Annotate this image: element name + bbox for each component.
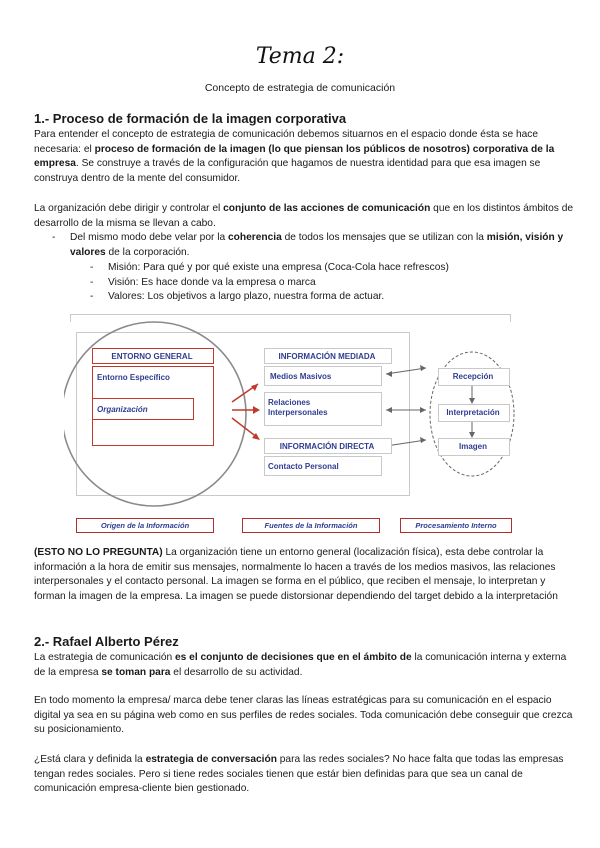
section-1-paragraph-2 (34, 202, 574, 231)
section-2-paragraph-2: En todo momento la empresa/ marca debe tener claras las líneas estratégicas para su comunicación en el espacio digital ya sea en su página web como en sus perfiles de redes sociales. Toda comunicación debe conseguir que crezca su posicionamiento. (34, 695, 573, 736)
text-run: para las redes sociales? No hace falta que todas las empresas tengan redes sociales. Pero si tiene redes sociales tienen que estár bien definidas para que sea un canal de comunicación empresa-cliente bien gestionado. (34, 754, 564, 795)
sub-item-text: Valores: Los objetivos a largo plazo, nuestra forma de actuar. (108, 291, 385, 302)
page-title: Tema 2: (255, 44, 345, 69)
image-formation-diagram (64, 310, 516, 546)
bold-run: conjunto de las acciones de comunicación (223, 203, 431, 214)
page-subtitle: Concepto de estrategia de comunicación (204, 82, 396, 94)
arrowhead (420, 407, 426, 413)
info-directa-label: INFORMACIÓN DIRECTA (279, 442, 375, 451)
text-run: La estrategia de comunicación (34, 652, 176, 663)
bullet-dash: - (52, 232, 56, 243)
entorno-especifico-label: Entorno Específico (97, 373, 170, 382)
footer-procesamiento: Procesamiento Interno (400, 518, 512, 533)
text-run: La organización tiene un entorno general (localización física), esta debe controlar la información a la hora de emitir sus mensajes, normalmente lo hacen a través de los medios masivos, las relaciones interpersonales y el contacto personal. La imagen se forma en el público, que reciben el mensaje, lo interpretan y forman la imagen de la empresa. La imagen se puede distorsionar dependiendo del target debido a la interpretación (34, 547, 558, 602)
bold-run: proceso de formación de la imagen (lo que piensan los públicos de nosotros) corporativa de la empresa (34, 143, 555, 170)
arrowhead (420, 437, 426, 443)
bold-run: (ESTO NO LO PREGUNTA) (34, 547, 163, 558)
bold-run: estrategia de conversación (145, 754, 277, 765)
section-2-heading: 2.- Rafael Alberto Pérez (34, 634, 179, 649)
section-1-heading: 1.- Proceso de formación de la imagen corporativa (34, 111, 347, 126)
note-paragraph (34, 546, 574, 604)
arrowhead (386, 407, 392, 413)
text-run: Para entender el concepto de estrategia de comunicación debemos situarnos en el espacio donde ésta se hace necesaria: el (34, 129, 539, 155)
relaciones-label: Relaciones Interpersonales (268, 398, 328, 417)
bold-run: misión, visión y valores (70, 232, 564, 258)
section-2-paragraph-3 (34, 753, 574, 797)
arrowhead (420, 365, 426, 371)
sub-item-vision (90, 276, 316, 291)
text-run: . Se construye a través de la configuración que hagamos de nuestra identidad para que esa imagen se construya dentro de la mente del consumidor. (34, 158, 541, 184)
medios-masivos-label: Medios Masivos (270, 372, 332, 381)
info-mediada-label: INFORMACIÓN MEDIADA (278, 352, 376, 361)
bullet-item-coherence (52, 231, 572, 260)
text-run: de todos los mensajes que se utilizan con la (281, 232, 487, 243)
imagen-label: Imagen (458, 442, 487, 451)
bullet-dash: - (90, 291, 94, 302)
text-run: que en los distintos ámbitos de desarrollo de la misma se llevan a cabo. (34, 203, 574, 229)
footer-fuentes: Fuentes de la Información (242, 518, 380, 533)
sub-item-valores (90, 290, 384, 305)
text-run: la comunicación interna y externa de la empresa (34, 652, 567, 678)
section-2-paragraph-1 (34, 651, 574, 680)
sub-item-text: Visión: Es hace donde va la empresa o marca (108, 277, 316, 288)
recepcion-label: Recepción (452, 372, 494, 381)
bullet-text (70, 231, 572, 260)
arrowhead (386, 371, 392, 377)
organizacion-label: Organización (97, 405, 148, 414)
bullet-dash: - (90, 262, 94, 273)
entorno-general-label: ENTORNO GENERAL (111, 352, 193, 361)
interpretacion-label: Interpretación (446, 408, 500, 417)
contacto-personal-label: Contacto Personal (268, 462, 339, 471)
text-run: ¿Está clara y definida la (34, 754, 146, 765)
sub-item-text: Misión: Para qué y por qué existe una empresa (Coca-Cola hace refrescos) (108, 262, 449, 273)
bullet-dash: - (90, 277, 94, 288)
footer-origen: Origen de la Información (76, 518, 214, 533)
bold-run: es el conjunto de decisiones que en el ámbito de (175, 652, 412, 663)
text-run: La organización debe dirigir y controlar el (34, 203, 224, 214)
text-run: Del mismo modo debe velar por la (70, 232, 228, 243)
arrowhead (253, 406, 260, 414)
bold-run: coherencia (227, 232, 282, 243)
text-run: el desarrollo de su actividad. (170, 666, 303, 678)
section-1-paragraph-1 (34, 128, 574, 186)
sub-item-mision (90, 261, 449, 276)
bold-run: se toman para (101, 666, 171, 678)
text-run: de la corporación. (105, 246, 190, 258)
